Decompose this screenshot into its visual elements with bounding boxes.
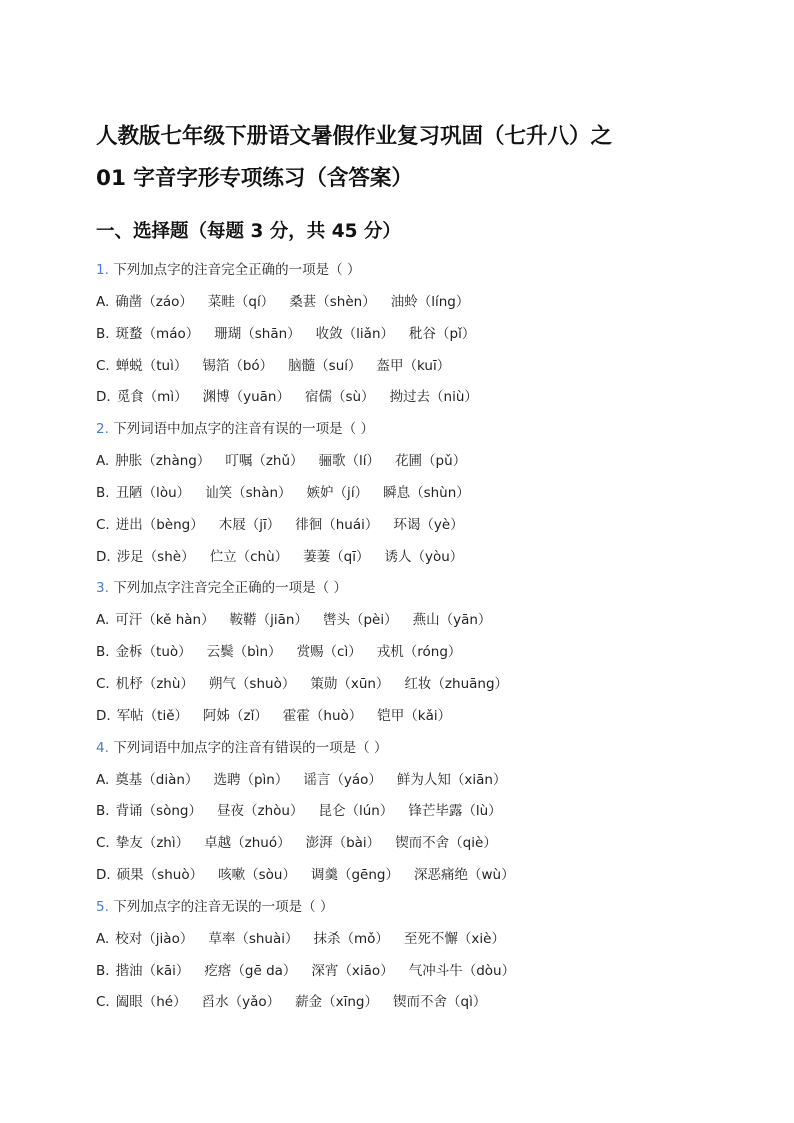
option-item: 机杼（zhù）: [115, 675, 194, 692]
option-item: 校对（jiào）: [115, 930, 194, 947]
option-item: 挚友（zhì）: [115, 835, 190, 852]
option-item: 讪笑（shàn）: [205, 484, 292, 501]
answer-option: [96, 701, 736, 733]
option-item: 云鬓（bìn）: [206, 644, 282, 661]
option-item: 花圃（pǔ）: [395, 453, 467, 470]
option-item: 赏赐（cì）: [296, 644, 362, 661]
option-item: 朔气（shuò）: [208, 675, 296, 692]
option-letter: B.: [96, 803, 110, 820]
option-item: 伫立（chù）: [209, 548, 289, 565]
answer-option: [96, 828, 736, 860]
option-item: 油蛉（líng）: [390, 293, 470, 310]
option-item: 肿胀（zhàng）: [115, 453, 211, 470]
option-item: 涉足（shè）: [116, 548, 195, 565]
option-item: 觅食（mì）: [116, 389, 188, 406]
option-letter: D.: [96, 389, 111, 406]
option-item: 叮嘱（zhǔ）: [225, 453, 304, 470]
answer-option: [96, 351, 736, 383]
question-text: 下列加点字注音完全正确的一项是（ ）: [113, 580, 347, 597]
option-item: 确凿（záo）: [115, 293, 193, 310]
document-title: [96, 116, 736, 200]
option-item: 脑髓（suí）: [288, 357, 362, 374]
option-letter: C.: [96, 835, 110, 852]
option-item: 咳嗽（sòu）: [218, 867, 296, 884]
option-item: 收敛（liǎn）: [315, 325, 395, 342]
option-item: 背诵（sòng）: [115, 803, 202, 820]
option-item: 澎湃（bài）: [305, 835, 381, 852]
option-item: 昆仑（lún）: [318, 803, 394, 820]
option-item: 丑陋（lòu）: [115, 484, 191, 501]
option-letter: B.: [96, 484, 110, 501]
option-item: 桑葚（shèn）: [289, 293, 376, 310]
option-letter: B.: [96, 962, 110, 979]
option-item: 抹杀（mǒ）: [313, 930, 389, 947]
question-number: 4.: [96, 739, 109, 756]
question-number: 5.: [96, 898, 109, 915]
option-item: 铠甲（kǎi）: [377, 707, 452, 724]
option-letter: A.: [96, 293, 110, 310]
question-text: 下列词语中加点字的注音有错误的一项是（ ）: [113, 739, 388, 756]
question-stem: [96, 573, 736, 605]
option-letter: C.: [96, 516, 110, 533]
option-item: 霍霍（huò）: [282, 707, 363, 724]
question-text: 下列加点字的注音无误的一项是（ ）: [113, 898, 334, 915]
option-letter: D.: [96, 548, 111, 565]
question-stem: [96, 733, 736, 765]
question-stem: [96, 892, 736, 924]
answer-option: [96, 956, 736, 988]
option-item: 阿姊（zǐ）: [203, 707, 268, 724]
option-item: 徘徊（huái）: [295, 516, 379, 533]
option-item: 昼夜（zhòu）: [216, 803, 304, 820]
option-letter: C.: [96, 357, 110, 374]
option-letter: A.: [96, 612, 110, 629]
question-stem: [96, 255, 736, 287]
option-item: 揩油（kāi）: [115, 962, 190, 979]
answer-option: [96, 860, 736, 892]
option-letter: A.: [96, 771, 110, 788]
option-item: 锡箔（bó）: [202, 357, 274, 374]
option-item: 至死不懈（xiè）: [403, 930, 505, 947]
option-item: 奠基（diàn）: [115, 771, 199, 788]
answer-option: [96, 669, 736, 701]
option-item: 锲而不舍（qì）: [393, 994, 487, 1011]
question-text: 下列词语中加点字的注音有误的一项是（ ）: [113, 421, 374, 438]
option-item: 环谒（yè）: [393, 516, 464, 533]
option-item: 嫉妒（jí）: [306, 484, 369, 501]
option-item: 金柝（tuò）: [115, 644, 192, 661]
option-item: 草率（shuài）: [208, 930, 299, 947]
option-item: 木屐（jī）: [218, 516, 281, 533]
option-item: 珊瑚（shān）: [214, 325, 301, 342]
option-item: 斑蝥（máo）: [115, 325, 200, 342]
option-item: 戎机（róng）: [376, 644, 462, 661]
option-item: 硕果（shuò）: [116, 867, 204, 884]
answer-option: [96, 287, 736, 319]
title-line-2: 01 字音字形专项练习（含答案）: [96, 166, 413, 191]
option-letter: D.: [96, 867, 111, 884]
option-item: 可汗（kě hàn）: [115, 612, 215, 629]
option-item: 鞍鞯（jiān）: [229, 612, 308, 629]
option-item: 阖眼（hé）: [115, 994, 187, 1011]
option-item: 诱人（yòu）: [384, 548, 464, 565]
option-item: 选聘（pìn）: [213, 771, 289, 788]
option-letter: A.: [96, 930, 110, 947]
answer-option: [96, 605, 736, 637]
answer-option: [96, 446, 736, 478]
option-item: 渊博（yuān）: [202, 389, 290, 406]
option-item: 军帖（tiě）: [116, 707, 189, 724]
option-item: 锋芒毕露（lù）: [408, 803, 502, 820]
answer-option: [96, 765, 736, 797]
option-item: 薪金（xīng）: [295, 994, 378, 1011]
answer-option: [96, 542, 736, 574]
option-item: 红妆（zhuāng）: [404, 675, 509, 692]
question-text: 下列加点字的注音完全正确的一项是（ ）: [113, 262, 361, 278]
option-letter: D.: [96, 707, 111, 724]
option-item: 菜畦（qí）: [207, 293, 275, 310]
section-heading: 一、选择题（每题 3 分，共 45 分）: [96, 221, 401, 242]
option-item: 谣言（yáo）: [303, 771, 382, 788]
option-letter: C.: [96, 675, 110, 692]
answer-option: [96, 510, 736, 542]
option-item: 深恶痛绝（wù）: [413, 867, 515, 884]
option-item: 气冲斗牛（dòu）: [408, 962, 516, 979]
option-item: 蝉蜕（tuì）: [115, 357, 188, 374]
option-item: 深宵（xiāo）: [311, 962, 394, 979]
question-stem: [96, 414, 736, 446]
option-item: 调羹（gēng）: [310, 867, 399, 884]
option-item: 瞬息（shùn）: [383, 484, 470, 501]
question-number: 1.: [96, 262, 109, 278]
option-item: 骊歌（lí）: [318, 453, 381, 470]
option-item: 舀水（yǎo）: [201, 994, 281, 1011]
question-list: [96, 255, 736, 1019]
option-item: 拗过去（niù）: [389, 389, 478, 406]
option-item: 鲜为人知（xiān）: [396, 771, 507, 788]
option-letter: C.: [96, 994, 110, 1011]
answer-option: [96, 796, 736, 828]
option-item: 策勋（xūn）: [310, 675, 390, 692]
question-number: 3.: [96, 580, 109, 597]
title-line-1: 人教版七年级下册语文暑假作业复习巩固（七升八）之: [96, 124, 613, 149]
option-item: 辔头（pèi）: [322, 612, 398, 629]
option-item: 卓越（zhuó）: [204, 835, 291, 852]
answer-option: [96, 382, 736, 414]
option-item: 燕山（yān）: [412, 612, 492, 629]
option-letter: A.: [96, 453, 110, 470]
question-number: 2.: [96, 421, 109, 438]
option-item: 萋萋（qī）: [303, 548, 370, 565]
option-item: 秕谷（pǐ）: [409, 325, 476, 342]
answer-option: [96, 637, 736, 669]
option-item: 迸出（bèng）: [115, 516, 204, 533]
answer-option: [96, 924, 736, 956]
option-item: 疙瘩（gē da）: [204, 962, 297, 979]
option-item: 宿儒（sù）: [304, 389, 375, 406]
option-letter: B.: [96, 644, 110, 661]
option-letter: B.: [96, 325, 110, 342]
option-item: 盔甲（kuī）: [376, 357, 451, 374]
option-item: 锲而不舍（qiè）: [395, 835, 497, 852]
answer-option: [96, 319, 736, 351]
answer-option: [96, 478, 736, 510]
answer-option: [96, 987, 736, 1019]
